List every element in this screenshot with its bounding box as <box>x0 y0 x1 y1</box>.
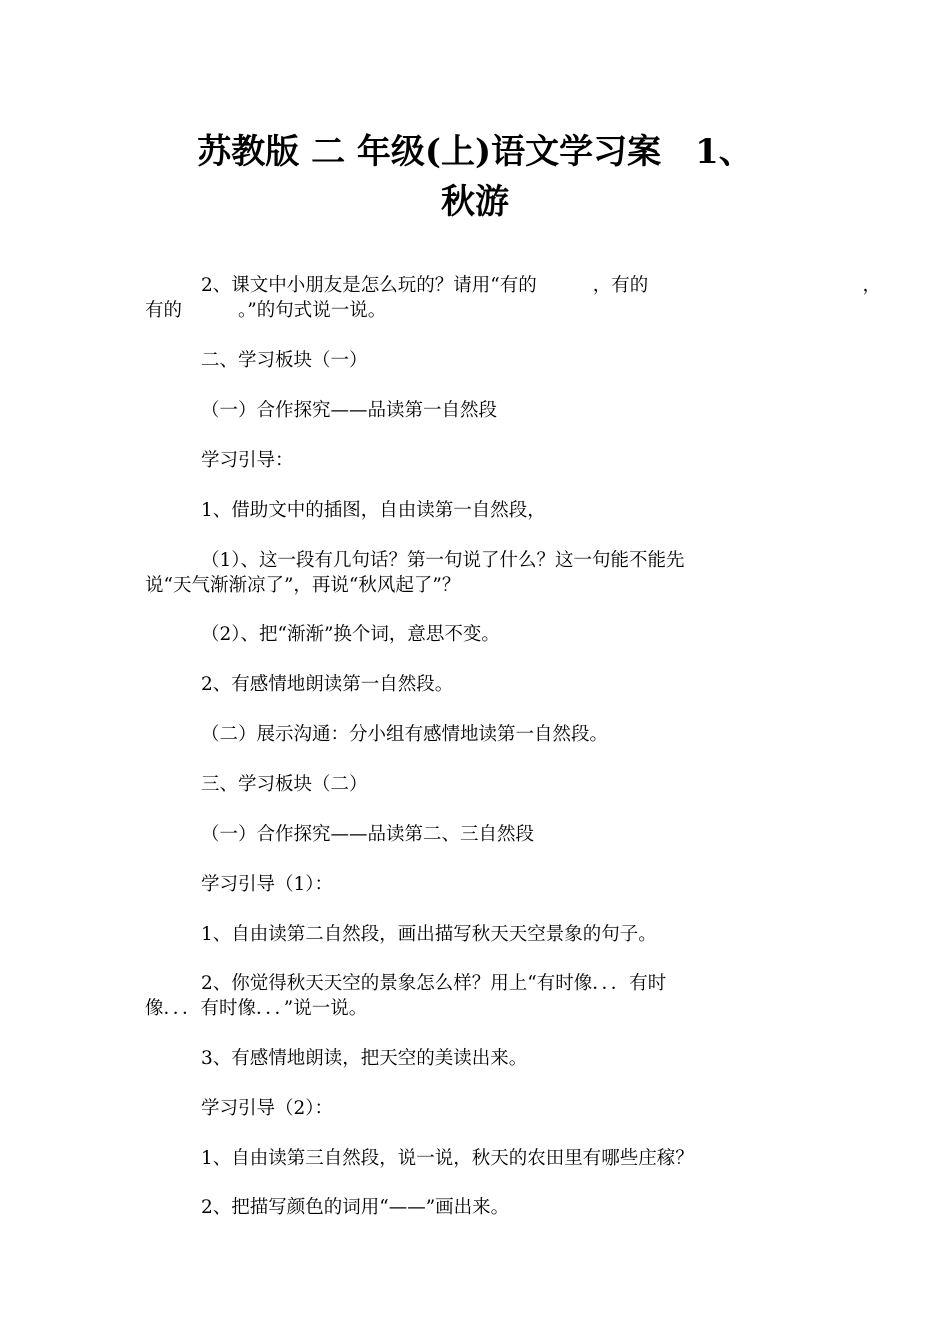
section-3-heading: 三、学习板块（二） <box>201 774 368 795</box>
section-3-guide-2-item-1: 1、自由读第三自然段，说一说，秋天的农田里有哪些庄稼？ <box>201 1148 694 1169</box>
section-2-heading: 二、学习板块（一） <box>201 350 368 371</box>
question-2-text-d: 有的 <box>145 300 183 321</box>
section-2-item-1-1-line2: 说“天气渐渐凉了”，再说“秋风起了”？ <box>145 575 461 596</box>
section-3-subheading-1: （一）合作探究——品读第二、三自然段 <box>201 824 535 845</box>
section-3-guide-2-item-2: 2、把描写颜色的词用“——”画出来。 <box>201 1197 510 1218</box>
section-3-guide-1-item-2-line2: 像．．．有时像．．．”说一说。 <box>145 998 368 1019</box>
section-2-item-1-1-line1: （1）、这一段有几句话？第一句说了什么？这一句能不能先 <box>201 550 685 571</box>
section-3-guide-1-item-3: 3、有感情地朗读，把天空的美读出来。 <box>201 1048 528 1069</box>
question-2-line1 <box>145 273 881 298</box>
section-2-item-2: 2、有感情地朗读第一自然段。 <box>201 674 454 695</box>
section-2-item-1: 1、借助文中的插图，自由读第一自然段， <box>201 500 546 521</box>
question-2-text-e: 。”的句式说一说。 <box>238 300 387 321</box>
section-3-guide-1-item-2-line1: 2、你觉得秋天天空的景象怎么样？用上“有时像．．．有时 <box>201 973 667 994</box>
section-2-subheading-2: （二）展示沟通：分小组有感情地读第一自然段。 <box>201 724 609 745</box>
question-2-text-b: ，有的 <box>592 275 649 296</box>
section-3-guide-1: 学习引导（1）： <box>201 874 334 895</box>
section-2-subheading-1: （一）合作探究——品读第一自然段 <box>201 400 498 421</box>
document-title-line1: 苏教版 二 年级(上)语文学习案 1、 <box>197 132 753 172</box>
question-2-line2 <box>145 298 825 323</box>
section-2-item-1-2: （2）、把“渐渐”换个词，意思不变。 <box>201 624 500 645</box>
question-2-text-c: ， <box>862 275 881 296</box>
question-2-text-a: 2、课文中小朋友是怎么玩的？请用“有的 <box>201 275 537 296</box>
section-3-guide-1-item-1: 1、自由读第二自然段，画出描写秋天天空景象的句子。 <box>201 924 657 945</box>
section-3-guide-2: 学习引导（2）： <box>201 1098 334 1119</box>
document-title-line2: 秋游 <box>441 182 509 222</box>
section-2-guide: 学习引导： <box>201 450 294 471</box>
